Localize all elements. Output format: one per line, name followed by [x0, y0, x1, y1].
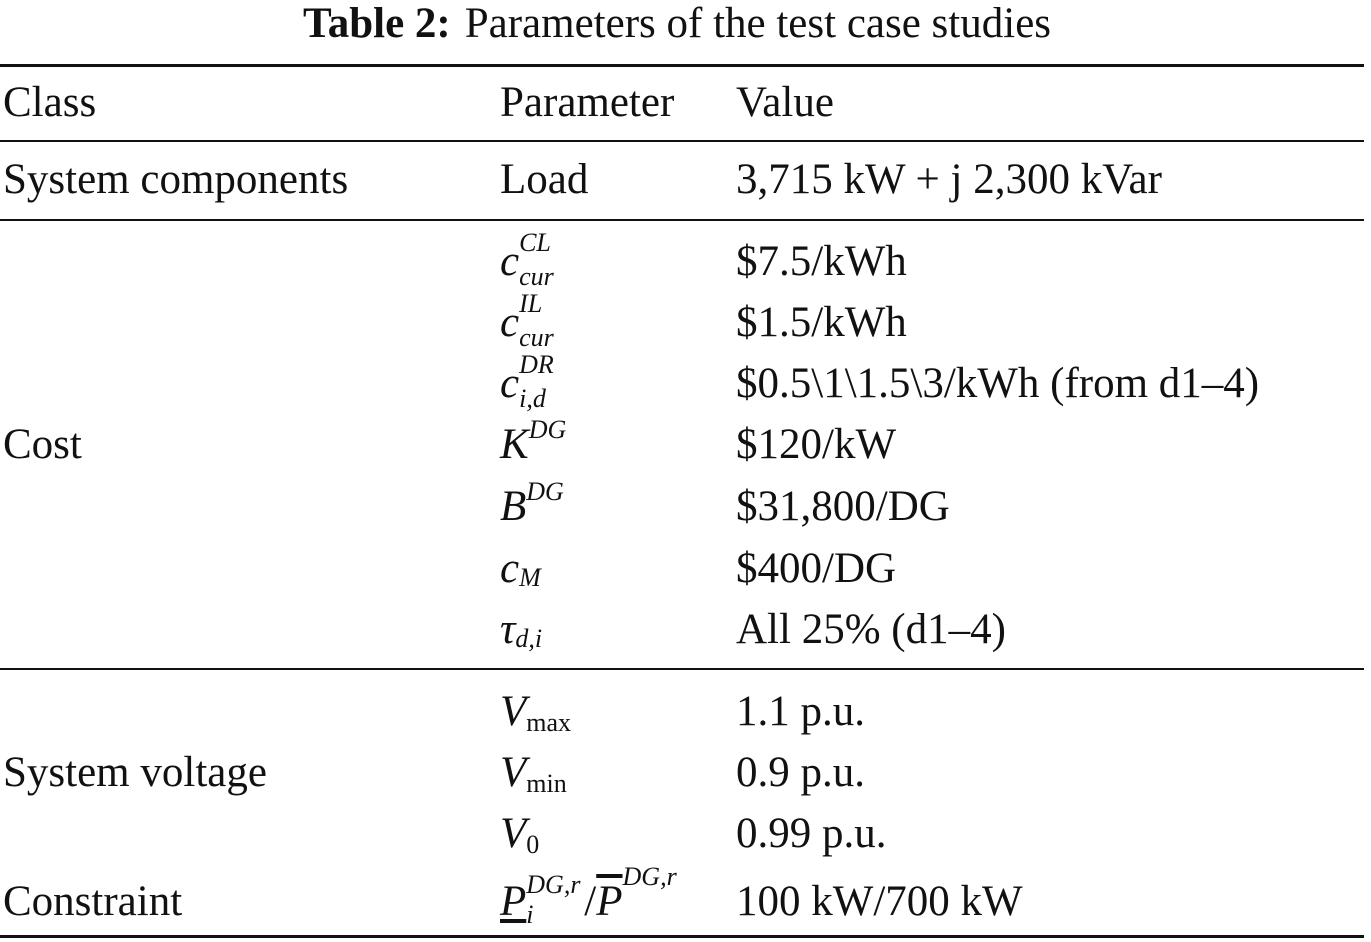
param-v-min: V min — [500, 749, 567, 798]
value-c-dr: $0.5\1\1.5\3/kWh (from d1–4) — [736, 360, 1260, 407]
param-b-dg: B DG — [500, 477, 564, 530]
caption-text: Parameters of the test case studies — [464, 0, 1052, 47]
value-v-0: 0.99 p.u. — [736, 810, 887, 857]
param-tau: τ d,i — [500, 606, 543, 653]
section-rule-2 — [0, 668, 1364, 670]
value-b-dg: $31,800/DG — [736, 483, 950, 530]
class-system-components: System components — [3, 156, 349, 203]
class-cost: Cost — [3, 421, 82, 468]
param-c-cur-il: c IL cur — [500, 289, 554, 352]
header-class: Class — [3, 79, 97, 126]
param-k-dg: K DG — [500, 415, 567, 468]
param-c-dr: c DR i,d — [500, 350, 554, 413]
header-value: Value — [736, 79, 834, 126]
header-parameter: Parameter — [500, 79, 675, 126]
param-p-dg-bounds: P DG,r i /P DG,r — [500, 862, 677, 929]
class-system-voltage: System voltage — [3, 749, 267, 796]
value-c-cur-cl: $7.5/kWh — [736, 238, 907, 285]
value-k-dg: $120/kW — [736, 421, 897, 468]
table-caption — [0, 0, 1354, 48]
value-v-max: 1.1 p.u. — [736, 688, 865, 735]
value-tau: All 25% (d1–4) — [736, 606, 1006, 653]
value-v-min: 0.9 p.u. — [736, 749, 865, 796]
class-constraint: Constraint — [3, 878, 183, 925]
section-rule-1 — [0, 219, 1364, 221]
param-v-0: V 0 — [500, 810, 540, 859]
param-load: Load — [500, 156, 589, 203]
param-c-m: c M — [500, 545, 541, 592]
param-c-cur-cl: c CL cur — [500, 228, 554, 291]
value-c-m: $400/DG — [736, 545, 897, 592]
top-rule — [0, 64, 1364, 67]
header-rule — [0, 140, 1364, 142]
bottom-rule — [0, 935, 1364, 938]
value-c-cur-il: $1.5/kWh — [736, 299, 907, 346]
caption-label: Table 2: — [302, 0, 451, 47]
value-p-dg-bounds: 100 kW/700 kW — [736, 878, 1023, 925]
param-v-max: V max — [500, 688, 572, 737]
value-load: 3,715 kW + j 2,300 kVar — [736, 156, 1162, 203]
